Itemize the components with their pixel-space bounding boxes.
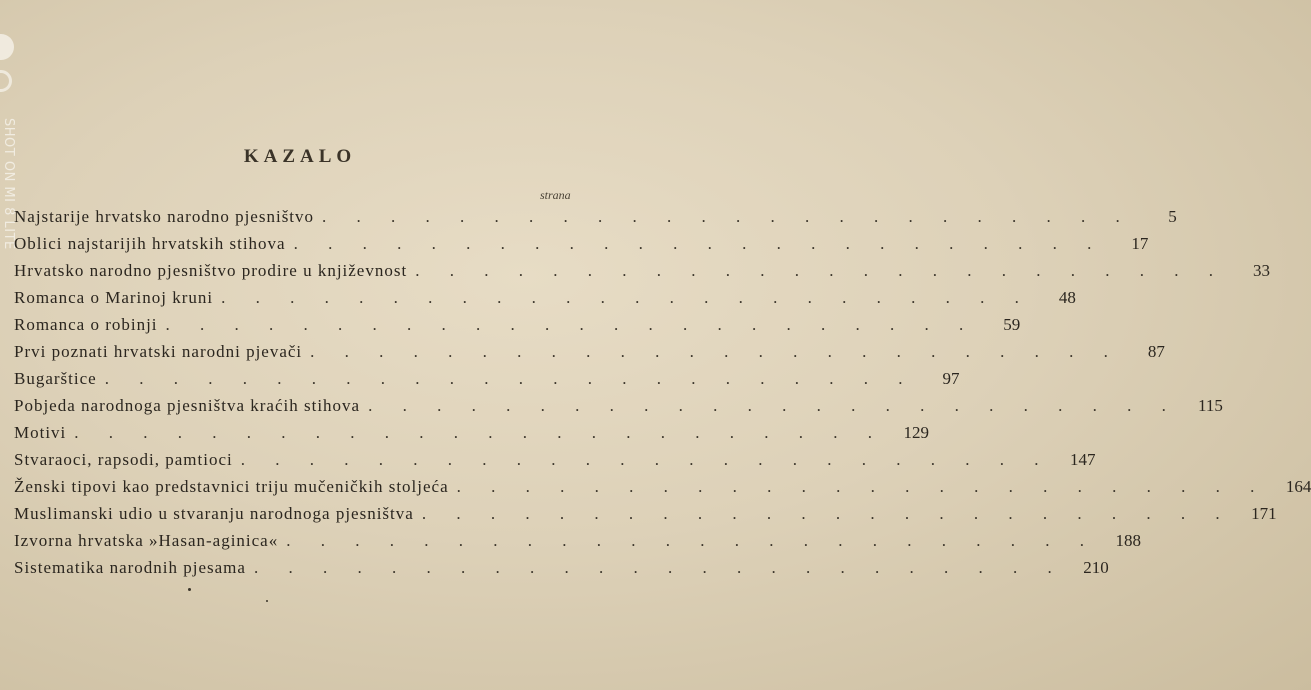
toc-entry-page: 188 xyxy=(1115,531,1141,550)
toc-entry xyxy=(14,504,1277,531)
toc-entry xyxy=(14,423,930,450)
toc-entry-title: Romanca o robinji xyxy=(14,315,158,334)
page-column-label: strana xyxy=(540,188,571,202)
toc-entry-page: 87 xyxy=(1147,342,1165,361)
speck xyxy=(188,588,191,591)
camera-dot-icon xyxy=(0,34,14,60)
speck xyxy=(266,600,268,602)
toc-entry xyxy=(14,396,1223,423)
toc-entry xyxy=(14,342,1165,369)
dot-leader: . . . . . . . . . . . . . . . . . . . . . . . . xyxy=(421,504,1233,523)
camera-watermark: SHOT ON MI 8 LITE xyxy=(1,118,16,250)
dot-leader: . . . . . . . . . . . . . . . . . . . . . . . . xyxy=(104,369,916,388)
camera-ring-icon xyxy=(0,70,12,92)
toc-entry-title: Romanca o Marinoj kruni xyxy=(14,288,214,307)
dot-leader: . . . . . . . . . . . . . . . . . . . . . . . . xyxy=(165,315,977,334)
toc-entry xyxy=(14,288,1076,315)
toc-entry xyxy=(14,315,1021,342)
dot-leader: . . . . . . . . . . . . . . . . . . . . . . . . xyxy=(456,477,1268,496)
toc-entry-title: Motivi xyxy=(14,423,67,442)
toc-entry-title: Oblici najstarijih hrvatskih stihova xyxy=(14,234,286,253)
dot-leader: . . . . . . . . . . . . . . . . . . . . . . . . xyxy=(221,288,1032,307)
dot-leader: . . . . . . . . . . . . . . . . . . . . . . . . xyxy=(310,342,1121,361)
toc-entry-title: Izvorna hrvatska »Hasan-aginica« xyxy=(14,531,279,550)
toc-entry-page: 59 xyxy=(1003,315,1021,334)
toc-entry-page: 210 xyxy=(1083,558,1109,577)
toc-entry xyxy=(14,531,1141,558)
toc-entry-title: Pobjeda narodnoga pjesništva kraćih stihova xyxy=(14,396,361,415)
toc-entry-page: 171 xyxy=(1251,504,1277,523)
toc-entry-page: 33 xyxy=(1252,261,1270,280)
table-of-contents xyxy=(14,207,1311,585)
dot-leader: . . . . . . . . . . . . . . . . . . . . . . . . xyxy=(322,207,1133,226)
toc-entry xyxy=(14,369,960,396)
toc-entry-page: 147 xyxy=(1069,450,1096,469)
toc-entry-title: Sistematika narodnih pjesama xyxy=(14,558,246,577)
dot-leader: . . . . . . . . . . . . . . . . . . . . . . . . xyxy=(286,531,1097,550)
toc-entry-title: Najstarije hrvatsko narodno pjesništvo xyxy=(14,207,315,226)
toc-entry-page: 115 xyxy=(1197,396,1223,415)
dot-leader: . . . . . . . . . . . . . . . . . . . . . . . . xyxy=(368,396,1179,415)
toc-entry-title: Stvaraoci, rapsodi, pamtioci xyxy=(14,450,233,469)
toc-entry-page: 129 xyxy=(903,423,930,442)
toc-entry-title: Hrvatsko narodno pjesništvo prodire u književnost xyxy=(14,261,408,280)
page-title: KAZALO xyxy=(243,146,357,167)
toc-entry xyxy=(14,234,1149,261)
dot-leader: . . . . . . . . . . . . . . . . . . . . . . . . xyxy=(253,558,1065,577)
toc-entry-page: 17 xyxy=(1131,234,1149,253)
toc-entry-page: 5 xyxy=(1168,207,1177,226)
toc-entry-page: 164 xyxy=(1285,477,1311,496)
dot-leader: . . . . . . . . . . . . . . . . . . . . . . . . xyxy=(415,261,1226,280)
toc-entry xyxy=(14,261,1270,288)
toc-entry-title: Muslimanski udio u stvaranju narodnoga pjesništva xyxy=(14,504,414,523)
dot-leader: . . . . . . . . . . . . . . . . . . . . . . . . xyxy=(74,423,886,442)
dot-leader: . . . . . . . . . . . . . . . . . . . . . . . . xyxy=(293,234,1105,253)
toc-entry xyxy=(14,450,1096,477)
toc-entry-page: 97 xyxy=(942,369,960,388)
toc-entry xyxy=(14,477,1311,504)
toc-entry-title: Prvi poznati hrvatski narodni pjevači xyxy=(14,342,303,361)
toc-entry-title: Bugarštice xyxy=(14,369,97,388)
toc-entry xyxy=(14,558,1109,585)
dot-leader: . . . . . . . . . . . . . . . . . . . . . . . . xyxy=(240,450,1052,469)
toc-entry-title: Ženski tipovi kao predstavnici triju mučeničkih stoljeća xyxy=(14,477,449,496)
toc-entry xyxy=(14,207,1177,234)
toc-entry-page: 48 xyxy=(1058,288,1076,307)
